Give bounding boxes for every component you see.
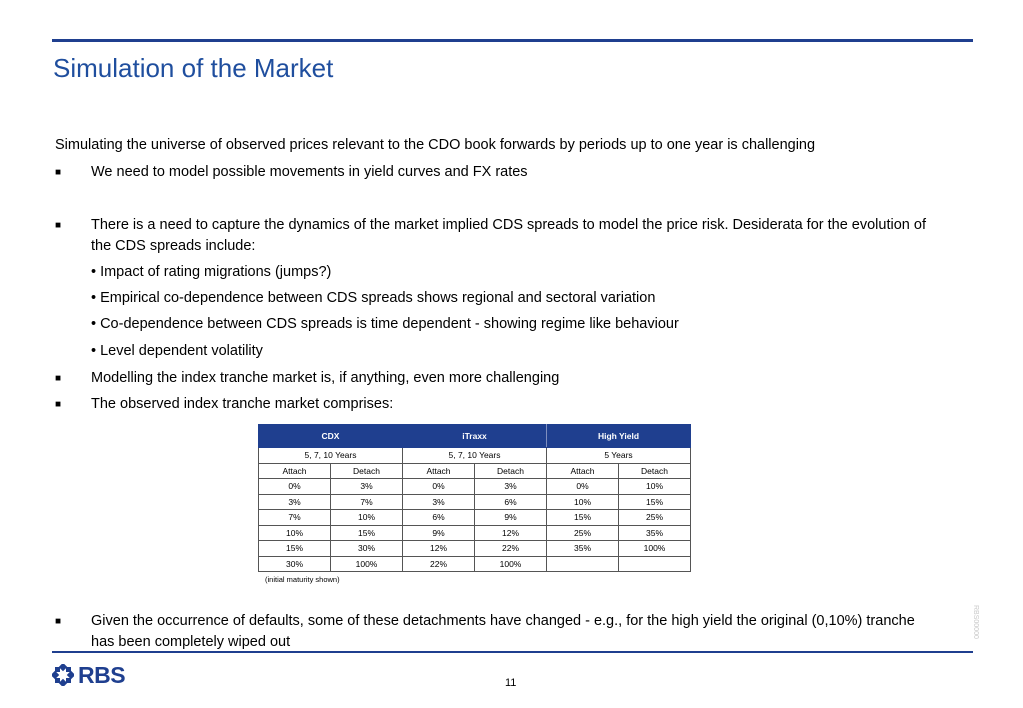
sub-bullet-item: • Empirical co-dependence between CDS spreads shows regional and sectoral variation xyxy=(91,290,656,306)
rbs-daisy-icon xyxy=(52,664,74,686)
maturity-cell: 5, 7, 10 Years xyxy=(259,448,403,464)
table-cell: 10% xyxy=(331,510,403,526)
sub-bullet-item: • Impact of rating migrations (jumps?) xyxy=(91,264,332,280)
table-row xyxy=(259,541,691,557)
table-cell: 15% xyxy=(619,494,691,510)
table-cell: 7% xyxy=(331,494,403,510)
bullet-item: ■ Modelling the index tranche market is, if anything, even more challenging xyxy=(55,368,941,389)
table-row xyxy=(259,525,691,541)
table-cell: 0% xyxy=(259,479,331,495)
dot-bullet-icon: • xyxy=(91,264,97,280)
page-number: 11 xyxy=(505,677,517,689)
table-cell: 10% xyxy=(259,525,331,541)
column-label: Attach xyxy=(547,463,619,479)
bullet-item: ■ The observed index tranche market comprises: xyxy=(55,394,941,415)
table-cell: 6% xyxy=(403,510,475,526)
table-cell: 9% xyxy=(403,525,475,541)
table-cell: 100% xyxy=(331,556,403,572)
column-label: Detach xyxy=(331,463,403,479)
table-row xyxy=(259,510,691,526)
table-header-row xyxy=(259,425,691,448)
logo-text: RBS xyxy=(78,661,126,688)
square-bullet-icon: ■ xyxy=(55,616,62,627)
top-rule xyxy=(52,39,973,42)
table-cell: 15% xyxy=(547,510,619,526)
table-cell: 12% xyxy=(475,525,547,541)
table-cell: 25% xyxy=(619,510,691,526)
square-bullet-icon: ■ xyxy=(55,373,62,384)
square-bullet-icon: ■ xyxy=(55,220,62,231)
dot-bullet-icon: • xyxy=(91,316,97,332)
bullet-item: ■ Given the occurrence of defaults, some of these detachments have changed - e.g., for the high yield the original (0,10%) tranche has been completely wiped out xyxy=(55,613,915,650)
table-cell: 15% xyxy=(331,525,403,541)
table-cell: 9% xyxy=(475,510,547,526)
table-cell xyxy=(619,556,691,572)
table-cell: 3% xyxy=(259,494,331,510)
table-note: (initial maturity shown) xyxy=(265,575,340,584)
bullet-item: ■ We need to model possible movements in yield curves and FX rates xyxy=(55,162,941,183)
table-cell: 10% xyxy=(547,494,619,510)
tranche-table xyxy=(258,424,691,572)
table-cell: 0% xyxy=(403,479,475,495)
dot-bullet-icon: • xyxy=(91,290,97,306)
table-cell: 22% xyxy=(403,556,475,572)
table-cell xyxy=(547,556,619,572)
table-cell: 15% xyxy=(259,541,331,557)
rbs-logo xyxy=(52,663,125,687)
maturity-row xyxy=(259,448,691,464)
bottom-rule xyxy=(52,651,973,653)
table-cell: 10% xyxy=(619,479,691,495)
group-header-cdx: CDX xyxy=(259,425,403,448)
group-header-itraxx: iTraxx xyxy=(403,425,547,448)
table-row xyxy=(259,494,691,510)
square-bullet-icon: ■ xyxy=(55,167,62,178)
table-cell: 100% xyxy=(475,556,547,572)
table-row xyxy=(259,479,691,495)
maturity-cell: 5 Years xyxy=(547,448,691,464)
sub-bullet-item: • Level dependent volatility xyxy=(91,343,263,359)
group-header-high-yield: High Yield xyxy=(547,425,691,448)
column-label: Detach xyxy=(475,463,547,479)
table-cell: 25% xyxy=(547,525,619,541)
column-label-row xyxy=(259,463,691,479)
column-label: Detach xyxy=(619,463,691,479)
table-cell: 30% xyxy=(331,541,403,557)
table-cell: 12% xyxy=(403,541,475,557)
bullet-item: ■ There is a need to capture the dynamics of the market implied CDS spreads to model the price risk. Desiderata for the evolution of the CDS spreads include: xyxy=(55,217,926,254)
table-cell: 0% xyxy=(547,479,619,495)
table-cell: 100% xyxy=(619,541,691,557)
side-reference-text: RBS00000 xyxy=(972,605,979,639)
sub-bullet-item: • Co-dependence between CDS spreads is time dependent - showing regime like behaviour xyxy=(91,316,679,332)
maturity-cell: 5, 7, 10 Years xyxy=(403,448,547,464)
page-title: Simulation of the Market xyxy=(53,53,334,83)
table-cell: 35% xyxy=(619,525,691,541)
intro-text: Simulating the universe of observed prices relevant to the CDO book forwards by periods up to one year is challenging xyxy=(55,137,816,153)
table-cell: 3% xyxy=(475,479,547,495)
table-cell: 30% xyxy=(259,556,331,572)
square-bullet-icon: ■ xyxy=(55,399,62,410)
table-cell: 3% xyxy=(331,479,403,495)
table-cell: 6% xyxy=(475,494,547,510)
column-label: Attach xyxy=(259,463,331,479)
dot-bullet-icon: • xyxy=(91,343,97,359)
table-cell: 35% xyxy=(547,541,619,557)
table-cell: 7% xyxy=(259,510,331,526)
table-cell: 22% xyxy=(475,541,547,557)
table-row xyxy=(259,556,691,572)
column-label: Attach xyxy=(403,463,475,479)
table-cell: 3% xyxy=(403,494,475,510)
